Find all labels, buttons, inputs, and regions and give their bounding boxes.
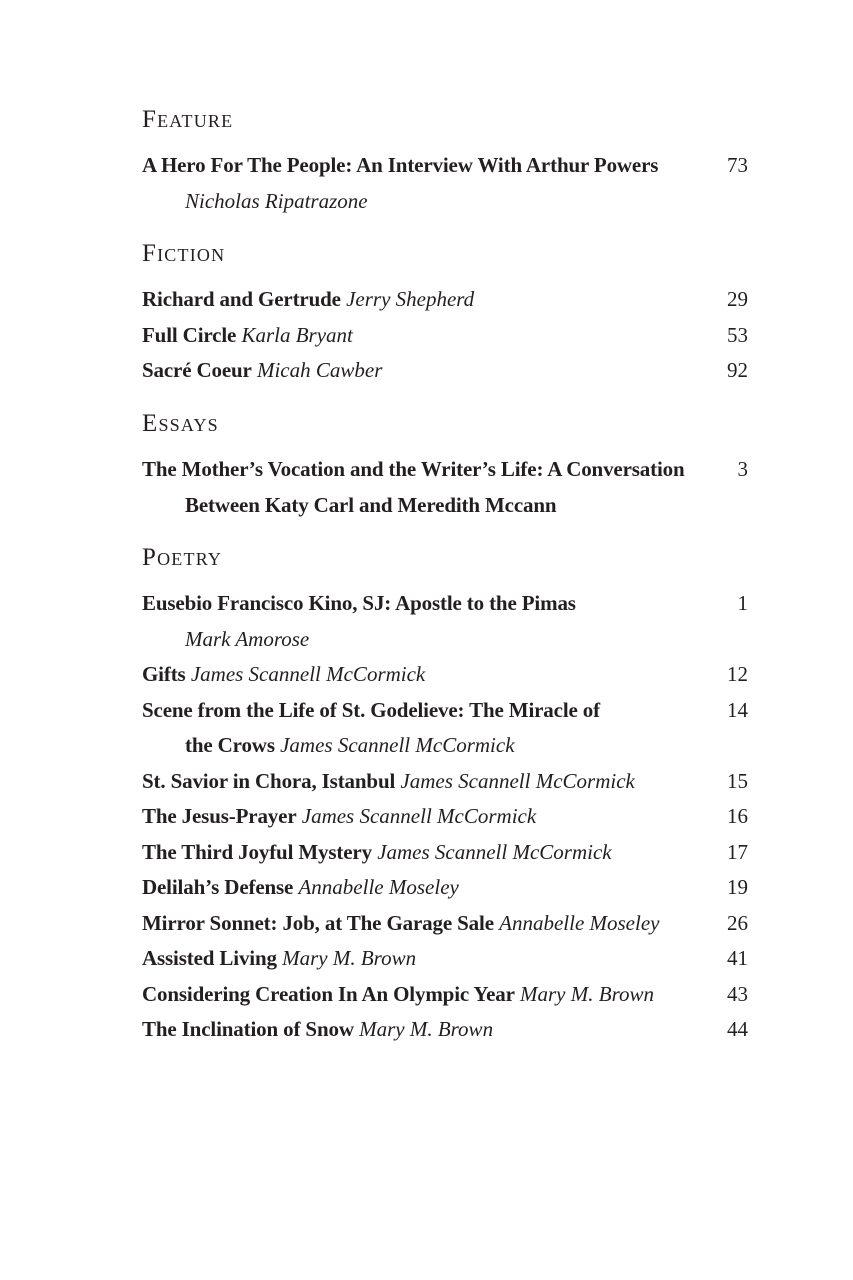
section-fiction xyxy=(142,240,748,389)
entry-page-number: 41 xyxy=(727,946,748,970)
entry-author: Mary M. Brown xyxy=(282,946,417,970)
section-heading-feature: Feature xyxy=(142,106,234,133)
entry-title: The Jesus-Prayer xyxy=(142,804,297,828)
entry-page-number: 16 xyxy=(727,804,748,828)
entry-page-number: 92 xyxy=(727,358,748,382)
toc-entry[interactable] xyxy=(142,657,748,693)
toc-entry[interactable] xyxy=(142,318,748,354)
entry-title-line2: Between Katy Carl and Meredith Mccann xyxy=(185,492,557,517)
entry-page-number: 29 xyxy=(727,287,748,311)
entry-page-number: 53 xyxy=(727,322,748,347)
entry-author: James Scannell McCormick xyxy=(190,662,426,686)
entry-author: Mary M. Brown xyxy=(359,1017,494,1041)
entry-title-line1: Scene from the Life of St. Godelieve: The Miracle of xyxy=(142,697,600,722)
entry-author: Karla Bryant xyxy=(241,322,353,347)
toc-entry[interactable] xyxy=(142,906,748,942)
section-heading-essays: Essays xyxy=(142,410,219,437)
section-essays xyxy=(142,410,748,523)
entry-page-number: 26 xyxy=(727,910,748,935)
toc-entry[interactable] xyxy=(142,452,748,523)
entry-page-number: 15 xyxy=(727,768,748,793)
entry-page-number: 3 xyxy=(737,457,748,481)
entry-title: Delilah’s Defense xyxy=(142,875,294,899)
section-heading-fiction: Fiction xyxy=(142,240,226,267)
entry-title-line2: the Crows xyxy=(185,733,275,757)
toc-entry[interactable] xyxy=(142,977,748,1013)
entry-title: Sacré Coeur xyxy=(142,358,252,382)
entry-author: Annabelle Moseley xyxy=(298,875,459,899)
entry-author: James Scannell McCormick xyxy=(377,839,612,864)
toc-entry[interactable] xyxy=(142,282,748,318)
entry-title: Mirror Sonnet: Job, at The Garage Sale xyxy=(142,910,494,935)
entry-author: James Scannell McCormick xyxy=(301,804,537,828)
entry-author: Mary M. Brown xyxy=(520,981,654,1006)
toc-entry[interactable] xyxy=(142,870,748,906)
toc-entry[interactable] xyxy=(142,835,748,871)
toc-entry[interactable] xyxy=(142,1012,748,1048)
entry-page-number: 19 xyxy=(727,875,748,899)
section-poetry xyxy=(142,544,748,1048)
entry-page-number: 14 xyxy=(727,697,748,722)
section-heading-poetry: Poetry xyxy=(142,544,223,571)
toc-entry[interactable] xyxy=(142,764,748,800)
toc-entry[interactable] xyxy=(142,941,748,977)
entry-title: Full Circle xyxy=(142,322,237,347)
entry-author: Mark Amorose xyxy=(185,626,310,651)
entry-page-number: 1 xyxy=(737,591,748,615)
entry-author: Nicholas Ripatrazone xyxy=(185,188,368,213)
entry-page-number: 12 xyxy=(727,662,748,686)
entry-author: Micah Cawber xyxy=(256,358,383,382)
entry-page-number: 17 xyxy=(727,839,748,864)
entry-page-number: 44 xyxy=(727,1017,748,1041)
section-feature xyxy=(142,106,748,219)
toc-entry[interactable] xyxy=(142,799,748,835)
entry-title: The Third Joyful Mystery xyxy=(142,839,372,864)
entry-author: James Scannell McCormick xyxy=(280,733,515,757)
toc-entry[interactable] xyxy=(142,148,748,219)
entry-title: Assisted Living xyxy=(142,946,277,970)
entry-title-line1: The Mother’s Vocation and the Writer’s Life: A Conversation xyxy=(142,457,685,481)
entry-title: A Hero For The People: An Interview With Arthur Powers xyxy=(142,153,659,177)
entry-title: Eusebio Francisco Kino, SJ: Apostle to the Pimas xyxy=(142,591,576,615)
entry-title: The Inclination of Snow xyxy=(142,1017,354,1041)
entry-title: Richard and Gertrude xyxy=(142,287,341,311)
entry-title: St. Savior in Chora, Istanbul xyxy=(142,768,396,793)
entry-title: Considering Creation In An Olympic Year xyxy=(142,981,515,1006)
entry-title: Gifts xyxy=(142,662,186,686)
entry-author: James Scannell McCormick xyxy=(400,768,635,793)
toc-entry[interactable] xyxy=(142,353,748,389)
entry-author: Jerry Shepherd xyxy=(346,287,475,311)
toc-entry[interactable] xyxy=(142,586,748,657)
toc-entry[interactable] xyxy=(142,693,748,764)
entry-page-number: 73 xyxy=(727,153,748,177)
entry-page-number: 43 xyxy=(727,981,748,1006)
entry-author: Annabelle Moseley xyxy=(499,910,660,935)
